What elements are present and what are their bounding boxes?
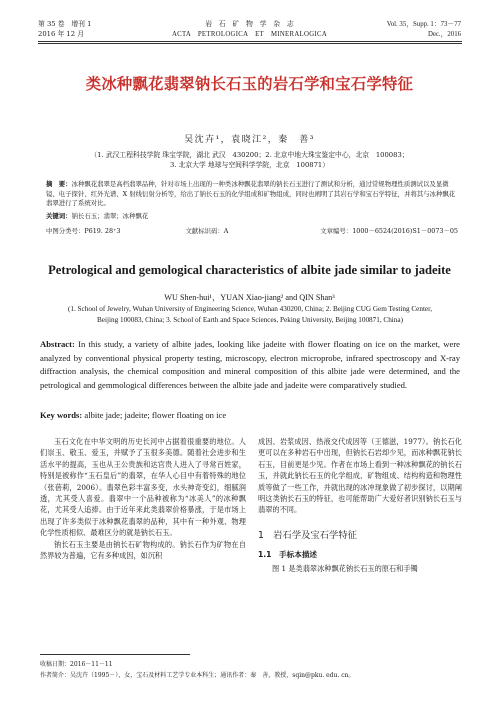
document-code: 文献标识码：A bbox=[185, 227, 229, 235]
body-right-column bbox=[258, 436, 462, 574]
abstract-cn-text: 冰种飘花翡翠是高档翡翠品种，针对市场上出现的一种类冰种飘花翡翠的钠长石玉进行了测试和分析，通过常规物理性质测试以及显微镜、电子探针、红外光谱、X 射线衍射分析等，给出了钠长石玉的化学组成和矿物组成，同时也阐明了其岩石学和宝石学特征，并将其与冰种飘花翡翠进行了系统对比。 bbox=[46, 180, 456, 207]
keywords-en-label: Key words: bbox=[40, 410, 83, 420]
affiliation-en-line1: (1. School of Jewelry, Wuhan University of Engineering Science, Wuhan 430200, China; 2. Beijing CUG Gem Testing Center, bbox=[67, 305, 433, 313]
affiliation-en-line2: Beijing 100083, China; 3. School of Earth and Space Sciences, Peking University, Beijing 100871, China) bbox=[97, 316, 403, 324]
section-title: 岩石学及宝石学特征 bbox=[273, 529, 357, 541]
paper-title-cn: 类冰种飘花翡翠钠长石玉的岩石学和宝石学特征 bbox=[85, 75, 414, 93]
subsection-number: 1.1 bbox=[258, 549, 272, 559]
header-date-en: Dec.，2016 bbox=[427, 31, 461, 38]
keywords-en bbox=[40, 410, 460, 420]
affiliations-en bbox=[40, 304, 460, 326]
clc-number: 中图分类号：P619. 28⁺3 bbox=[46, 227, 121, 235]
keywords-cn-label: 关键词： bbox=[46, 212, 72, 220]
body-paragraph: 玉石文化在中华文明的历史长河中占据着很重要的地位。人们崇玉、敬玉、爱玉，并赋予了玉很多美德。随着社会进步和生活水平的提高，玉也从王公贵族和达官贵人进入了寻常百姓家，特别是被称作“玉石皇后”的翡翠，在华人心目中有着特殊的地位（张蓓莉，2006）。翡翠色彩丰富多变，水头神奇变幻，细腻润透，尤其受人喜爱。翡翠中一个品种被称为“冰美人”的冰种飘花，尤其受人追捧。由于近年来此类翡翠价格暴涨，于是市场上出现了许多类似于冰种飘花翡翠的品种，其中有一种外观、物理化学性质相似、最难区分的就是钠长石玉。 bbox=[40, 437, 246, 538]
keywords-en-text: albite jade; jadeite; flower floating on ice bbox=[84, 410, 227, 420]
classification-row bbox=[46, 226, 458, 235]
header-volume: 第 35 卷 增刊 1 bbox=[38, 20, 92, 28]
keywords-cn bbox=[46, 212, 458, 222]
journal-name-cn: 岩 石 矿 物 学 杂 志 bbox=[205, 20, 294, 28]
authors-en: WU Shen-hui¹，YUAN Xiao-jiang² and QIN Shan³ bbox=[164, 293, 335, 302]
abstract-cn bbox=[46, 180, 458, 209]
author-note: 作者简介：吴沈卉（1995－），女，宝石及材料工艺学专业本科生；通讯作者：秦 善，教授，sqin@pku. edu. cn。 bbox=[40, 672, 355, 679]
body-paragraph: 图 1 是类翡翠冰种飘花钠长石玉的原石和手镯 bbox=[272, 563, 418, 573]
subsection-heading bbox=[258, 549, 462, 560]
abstract-cn-label: 摘 要： bbox=[46, 180, 72, 188]
affiliation-cn-line2: 3. 北京大学 地球与空间科学学院，北京 100871） bbox=[169, 161, 330, 169]
header-volume-en: Vol. 35，Supp. 1：73－77 bbox=[386, 21, 461, 28]
journal-name-en: ACTA PETROLOGICA ET MINERALOGICA bbox=[171, 31, 328, 38]
received-date: 收稿日期：2016－11－11 bbox=[40, 661, 113, 668]
body-paragraph: 成因、岩浆成因、热液交代成因等（王德滋，1977）。钠长石化更可以在多种岩石中出现，但钠长石岩却少见，而冰种飘花钠长石玉，目前更是少见。作者在市场上看到一种冰种飘花的钠长石玉，并就此钠长石玉的化学组成、矿物组成、结构构造和物理性质等做了一些工作，并就出现的冰冲现象做了初步探讨，以期阐明这类钠长石玉的特征，也可能帮助广大爱好者识别钠长石玉与翡翠的不同。 bbox=[258, 437, 462, 515]
authors-cn: 吴沈卉¹，袁晓江²，秦 善³ bbox=[184, 135, 315, 145]
section-heading bbox=[258, 527, 462, 541]
abstract-en-text: In this study, a variety of albite jades, looking like jadeite with flower floating on ice on the market, were analyzed by conventional physical property testing, microscopy, electron microprobe, infrared spectroscopy and X-ray diffraction analysis, the chemical composition and mineral composition of this albite jade were determined, and the petrological and gemmological differences between the albite jade and jadeite were comparatively studied. bbox=[40, 339, 460, 390]
body-paragraph: 钠长石玉主要是由钠长石矿物构成的。钠长石作为矿物在自然界较为普遍，它有多种成因，如沉积 bbox=[40, 539, 246, 561]
affiliation-cn-line1: （1. 武汉工程科技学院 珠宝学院，湖北 武汉 430200；2. 北京中地大珠宝鉴定中心，北京 100083； bbox=[90, 151, 409, 159]
article-number: 文章编号：1000－6524(2016)S1－0073－05 bbox=[320, 227, 458, 235]
keywords-cn-text: 钠长石玉；翡翠；冰种飘花 bbox=[71, 212, 149, 220]
subsection-title: 手标本描述 bbox=[279, 549, 318, 559]
paper-title-en: Petrological and gemological characteristics of albite jade similar to jadeite bbox=[48, 263, 451, 277]
abstract-en bbox=[40, 338, 460, 392]
section-number: 1 bbox=[258, 529, 264, 541]
header-date: 2016 年 12 月 bbox=[38, 30, 85, 38]
header-rule bbox=[38, 41, 462, 42]
abstract-en-label: Abstract: bbox=[40, 339, 75, 349]
header-rule-2 bbox=[38, 43, 462, 44]
body-left-column bbox=[40, 436, 246, 561]
footnote-rule bbox=[40, 654, 190, 655]
